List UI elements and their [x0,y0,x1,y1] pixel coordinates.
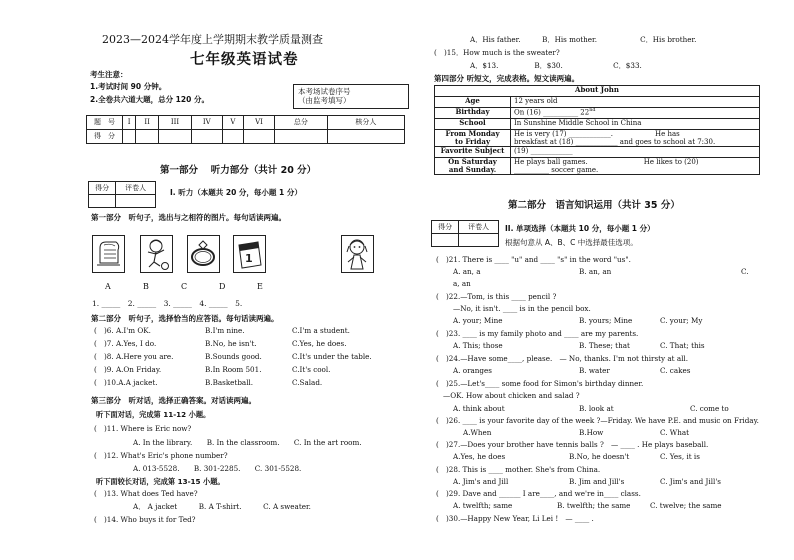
q9-stem[interactable]: ( )9. A.On Friday. [94,365,162,374]
school-value: In Sunshine Middle School in China [511,119,760,130]
q27-stem[interactable]: ( )27.—Does your brother have tennis balls ? — ____ . He plays baseball. [436,440,709,449]
grader-score-input[interactable] [89,195,116,208]
picture-bread [92,235,125,273]
ring-icon [188,236,219,272]
q8-stem[interactable]: ( )8. A.Here you are. [94,352,174,361]
q25-option-b: B. look at [579,404,614,413]
exam-title: 2023—2024学年度上学期期末教学质量测查 [102,33,323,46]
q8-option-b: B.Sounds good. [205,352,262,361]
score-cell: 总分 [275,116,328,130]
q11-stem[interactable]: ( )11. Where is Eric now? [94,424,192,433]
q9-option-c: C.It's cool. [292,365,331,374]
q25-option-a: A. think about [453,404,505,413]
svg-text:1: 1 [245,252,253,265]
birthday-label: Birthday [435,108,511,119]
q15-options: A．$13. B．$30. C．$33. [470,61,642,70]
school-label: School [435,119,511,130]
q28-option-a: A. Jim's and Jill [453,477,509,486]
score-input[interactable] [275,130,328,144]
notice-1: 1.考试时间 90 分钟。 [90,82,167,91]
part1-heading: 第一部分 听力部分（共计 20 分） [160,165,317,176]
score-input[interactable] [136,130,159,144]
exam-subtitle: 七年级英语试卷 [190,51,299,68]
q6-option-b: B.I'm nine. [205,326,245,335]
score-cell: V [222,116,243,130]
section1-title: I. 听力（本题共 20 分，每小题 1 分） [170,188,302,197]
q8-option-c: C.It's under the table. [292,352,372,361]
q21-option-c-text: a, an [453,279,471,288]
pic-letter-b: B [143,282,149,291]
part3-subinstruction-b: 听下面较长对话，完成第 13-15 小题。 [96,477,225,486]
picture-ring [187,235,220,273]
weekday-label-1: From Monday [445,129,500,138]
q26-option-b: B.How [579,428,604,437]
score-input[interactable] [191,130,222,144]
about-john-table [434,85,760,175]
q12-options: A. 013-5528. B. 301-2285. C. 301-5528. [133,464,302,473]
q29-option-b: B. twelfth; the same [557,501,631,510]
q21-stem[interactable]: ( )21. There is ____ "u" and ____ "s" in the word "us". [436,255,631,264]
q21-option-c: C. [741,267,749,276]
pic-letter-a: A [105,282,111,291]
q12-stem[interactable]: ( )12. What's Eric's phone number? [94,451,228,460]
q25-stem-2: —OK. How about chicken and salad ? [443,391,580,400]
q9-option-b: B.In Room 501. [205,365,262,374]
picture-boy-playing [140,235,173,273]
q24-stem[interactable]: ( )24.—Have some____, please. — No, thanks. I'm not thirsty at all. [436,354,688,363]
q21-option-b: B. an, an [579,267,612,276]
q27-option-c: C. Yes, it is [660,452,700,461]
score-table-score-row [87,130,405,144]
q14-options: A．His father. B．His mother. C．His brother. [470,35,697,44]
grader-name-label: 评卷人 [459,221,499,234]
boy-soccer-icon [141,236,172,272]
weekend-label-1: On Saturday [448,157,497,167]
score-cell: IV [191,116,222,130]
q26-option-a: A.When [463,428,492,437]
picture-girl [341,235,374,273]
birthday-text: On (16) __________ 22 [514,108,590,117]
grader-box-2 [431,220,499,247]
weekend-value[interactable] [511,158,760,175]
grader-score-label: 得分 [432,221,459,234]
q22-option-c: C. your; My [660,316,703,325]
seat-number-box [293,84,409,109]
grader-box-1 [88,181,156,208]
part3-subinstruction-a: 听下面对话，完成第 11-12 小题。 [96,410,211,419]
q15-stem[interactable]: ( )15．How much is the sweater? [434,48,560,57]
q13-options: A． A jacket B. A T-shirt. C. A sweater. [133,502,311,511]
score-cell: 得 分 [87,130,123,144]
q23-stem[interactable]: ( )23. ____ is my family photo and ____ are my parents. [436,329,639,338]
q23-option-a: A. This; those [453,341,503,350]
q25-stem[interactable]: ( )25.—Let's____ some food for Simon's birthday dinner. [436,379,644,388]
grader-name-input[interactable] [116,195,156,208]
q22-stem[interactable]: ( )22.—Tom, is this ____ pencil ? [436,292,557,301]
answer-blanks-1-5[interactable]: 1. _____ 2. _____ 3. _____ 4. _____ 5. [92,299,243,308]
q11-options: A. In the library. B. In the classroom. C. In the art room. [133,438,362,447]
q29-stem[interactable]: ( )29. Dave and ______ I are____, and we're in____ class. [436,489,641,498]
score-input[interactable] [327,130,404,144]
score-table-header-row [87,116,405,130]
listening-part2-instruction: 第二部分 听句子，选择恰当的应答语。每句话读两遍。 [91,314,279,323]
subject-value[interactable]: (19) ____________ [511,147,760,158]
score-input[interactable] [159,130,192,144]
q22-option-a: A. your; Mine [453,316,503,325]
q13-stem[interactable]: ( )13. What does Ted have? [94,489,198,498]
part2-heading: 第二部分 语言知识运用（共计 35 分） [508,200,680,211]
weekday-label-2: to Friday [454,136,491,146]
q27-option-a: A.Yes, he does [453,452,506,461]
score-cell: II [136,116,159,130]
notice-2: 2.全卷共六道大题，总分 120 分。 [90,95,209,104]
weekday-line-2: breakfast at (18) ____________ and goes to school at 7:30. [514,138,716,147]
q6-stem[interactable]: ( )6. A.I'm OK. [94,326,151,335]
q29-option-a: A. twelfth; same [453,501,513,510]
score-cell: III [159,116,192,130]
q23-option-b: B. These; that [579,341,630,350]
pic-letter-e: E [257,282,263,291]
q24-option-c: C. cakes [660,366,691,375]
q10-option-c: C.Salad. [292,378,323,387]
weekend-line-1: He plays ball games. He likes to (20) [514,158,699,167]
birthday-value[interactable] [511,108,760,119]
q21-option-a: A. an, a [453,267,481,276]
q28-option-c: C. Jim's and Jill's [660,477,721,486]
picture-calendar [233,235,266,273]
q30-stem[interactable]: ( )30.—Happy New Year, Li Lei ! — ____ . [436,514,594,523]
q7-stem[interactable]: ( )7. A.Yes, I do. [94,339,157,348]
grader-score-input[interactable] [432,234,459,247]
weekend-label [435,158,511,175]
q24-option-b: B. water [579,366,610,375]
listening-part3-instruction: 第三部分 听对话，选择正确答案。对话读两遍。 [91,396,256,405]
q7-option-b: B.No, he isn't. [205,339,257,348]
listening-part1-instruction: 第一部分 听句子，选出与之相符的图片。每句话读两遍。 [91,213,286,222]
weekday-line-1: He is very (17) ____________. He has [514,130,680,138]
q10-option-b: B.Basketball. [205,378,254,387]
q29-option-c: C. twelve; the same [650,501,722,510]
q28-stem[interactable]: ( )28. This is ____ mother. She's from China. [436,465,601,474]
listening-part4-instruction: 第四部分 听短文，完成表格。短文读两遍。 [434,74,580,83]
age-label: Age [435,97,511,108]
q23-option-c: C. That; this [660,341,705,350]
weekend-line-2: __________ soccer game. [514,166,599,175]
score-input[interactable] [222,130,243,144]
subject-label: Favorite Subject [435,147,511,158]
section2-title: II. 单项选择（本题共 10 分，每小题 1 分） [505,224,655,233]
score-cell: 核分人 [327,116,404,130]
section2-note: 根据句意从 A、B、C 中选择最佳选项。 [505,238,638,247]
grader-score-label: 得分 [89,182,116,195]
q26-stem[interactable]: ( )26. ____ is your favorite day of the week ?—Friday. We have P.E. and music on Friday. [436,416,759,425]
about-title: About John [435,86,760,97]
q14-stem[interactable]: ( )14. Who buys it for Ted? [94,515,196,524]
q28-option-b: B. Jim and Jill's [569,477,625,486]
calendar-icon [234,236,265,272]
seat-label-2: （由监考填写） [298,96,351,105]
grader-name-label: 评卷人 [116,182,156,195]
seat-label-1: 本考场试卷序号 [298,87,351,96]
q10-stem[interactable]: ( )10.A.A jacket. [94,378,158,387]
grader-name-input[interactable] [459,234,499,247]
score-cell: 题 号 [87,116,123,130]
q25-option-c: C. come to [690,404,729,413]
score-table [86,115,405,144]
score-input[interactable] [244,130,275,144]
girl-icon [342,236,373,272]
q6-option-c: C.I'm a student. [292,326,350,335]
score-cell: VI [244,116,275,130]
pic-letter-c: C [181,282,188,291]
notice-title: 考生注意： [90,70,128,79]
age-value: 12 years old [511,97,760,108]
pic-letter-d: D [219,282,226,291]
score-cell: I [123,116,136,130]
q24-option-a: A. oranges [453,366,492,375]
birthday-suffix: nd [589,107,596,113]
q26-option-c: C. What [660,428,690,437]
weekday-label [435,130,511,147]
q22-option-b: B. yours; Mine [579,316,633,325]
bread-icon [93,236,124,272]
q27-option-b: B.No, he doesn't [569,452,630,461]
q22-stem-2: —No, it isn't. ____ is in the pencil box. [453,304,591,313]
q7-option-c: C.Yes, he does. [292,339,347,348]
score-input[interactable] [123,130,136,144]
weekday-value[interactable] [511,130,760,147]
weekend-label-2: and Sunday. [448,164,497,174]
